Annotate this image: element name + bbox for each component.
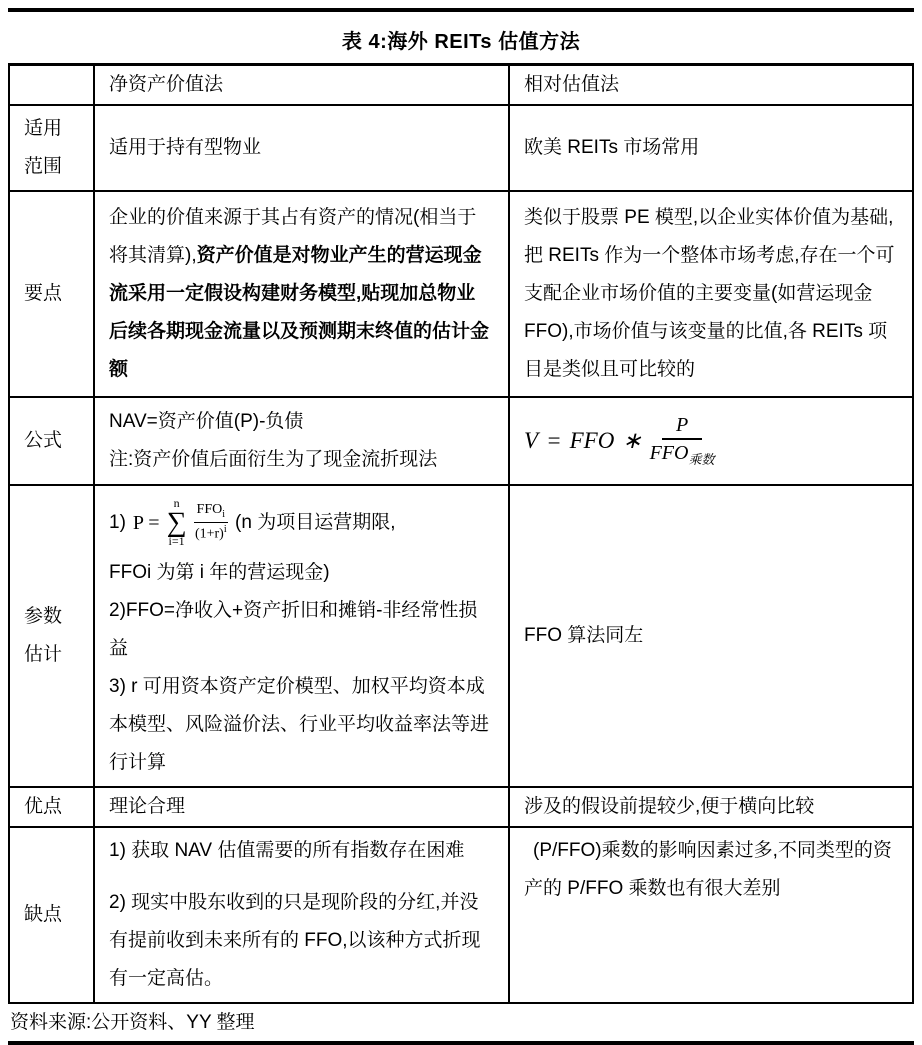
row-cons-label: 缺点	[9, 827, 94, 1003]
row-pros-right: 涉及的假设前提较少,便于横向比较	[509, 787, 913, 827]
data-source-line: 资料来源:公开资料、YY 整理	[10, 1011, 255, 1033]
row-scope	[9, 105, 913, 191]
params-item1-continued: FFOi 为第 i 年的营运现金)	[109, 561, 330, 583]
reits-valuation-table	[8, 63, 914, 1004]
params-item3: 3) r 可用资本资产定价模型、加权平均资本成本模型、风险溢价法、行业平均收益率法等进行计算	[109, 675, 490, 773]
formula-equals: =	[546, 427, 562, 453]
sum-upper-limit: n	[173, 495, 180, 510]
sum-fraction-numerator	[194, 503, 228, 523]
row-params-label: 参数估计	[9, 485, 94, 787]
sum-formula-note: (n 为项目运营期限,	[235, 512, 396, 533]
sum-lower-limit: i=1	[168, 534, 185, 549]
row-pros-left: 理论合理	[94, 787, 509, 827]
row-scope-right: 欧美 REITs 市场常用	[509, 105, 913, 191]
row-formula	[9, 397, 913, 485]
row-keypoints	[9, 191, 913, 397]
sigma-icon: ∑	[166, 506, 187, 538]
cons-item2: 2) 现实中股东收到的只是现阶段的分红,并没有提前收到未来所有的 FFO,以该种方式折现有一定高估。	[109, 891, 481, 989]
fraction-denominator	[650, 440, 715, 467]
relative-valuation-formula	[524, 414, 898, 467]
sum-item-number: 1)	[109, 512, 126, 533]
top-rule	[8, 8, 914, 12]
sum-lhs: P =	[132, 511, 160, 534]
sum-frac-num-subscript: i	[222, 509, 226, 521]
fraction-numerator: P	[662, 414, 702, 440]
keypoints-left-normal: 企业的价值来源于其占有资产的情况(相当于将其清算),	[109, 206, 477, 266]
sum-fraction-denominator	[195, 523, 227, 542]
row-cons	[9, 827, 913, 1003]
row-formula-label: 公式	[9, 397, 94, 485]
header-nav-method: 净资产价值法	[94, 65, 509, 105]
sum-frac-den-text: (1+r)	[194, 526, 224, 542]
table-header-row	[9, 65, 913, 105]
formula-lhs: V	[524, 427, 539, 453]
nav-formula-line: NAV=资产价值(P)-负债	[109, 410, 304, 432]
row-params-right: FFO 算法同左	[509, 485, 913, 787]
row-scope-label: 适用范围	[9, 105, 94, 191]
formula-fraction	[650, 414, 715, 467]
sum-formula-line	[109, 492, 494, 554]
sum-fraction	[194, 503, 228, 541]
row-params	[9, 485, 913, 787]
fraction-denominator-subscript: 乘数	[688, 451, 715, 467]
header-relative-method: 相对估值法	[509, 65, 913, 105]
formula-multiply-sign: ∗	[622, 427, 642, 453]
row-formula-left	[94, 397, 509, 485]
row-cons-left	[94, 827, 509, 1003]
bottom-rule	[8, 1041, 914, 1045]
summation-symbol	[167, 497, 187, 549]
cons-item1: 1) 获取 NAV 估值需要的所有指数存在困难	[109, 839, 465, 861]
row-pros	[9, 787, 913, 827]
row-scope-left: 适用于持有型物业	[94, 105, 509, 191]
row-params-left	[94, 485, 509, 787]
sum-frac-num-text: FFO	[196, 502, 223, 518]
row-formula-right	[509, 397, 913, 485]
row-cons-right: (P/FFO)乘数的影响因素过多,不同类型的资产的 P/FFO 乘数也有很大差别	[509, 827, 913, 1003]
row-keypoints-label: 要点	[9, 191, 94, 397]
keypoints-left-bold: 资产价值是对物业产生的营运现金流采用一定假设构建财务模型,贴现加总物业后续各期现金流量以及预测期末终值的估计金额	[109, 244, 490, 380]
formula-coefficient: FFO	[569, 427, 615, 453]
document-page	[0, 8, 922, 1033]
table-title: 表 4:海外 REITs 估值方法	[341, 31, 581, 53]
row-pros-label: 优点	[9, 787, 94, 827]
row-keypoints-left	[94, 191, 509, 397]
sum-frac-den-superscript: i	[223, 524, 227, 536]
fraction-denominator-text: FFO	[649, 441, 689, 464]
params-item2: 2)FFO=净收入+资产折旧和摊销-非经常性损益	[109, 599, 478, 659]
nav-formula-note: 注:资产价值后面衍生为了现金流折现法	[109, 448, 438, 470]
row-keypoints-right: 类似于股票 PE 模型,以企业实体价值为基础,把 REITs 作为一个整体市场考虑,存在一个可支配企业市场价值的主要变量(如营运现金 FFO),市场价值与该变量的比值,各 REITs 项目是类似且可比较的	[509, 191, 913, 397]
header-empty-cell	[9, 65, 94, 105]
